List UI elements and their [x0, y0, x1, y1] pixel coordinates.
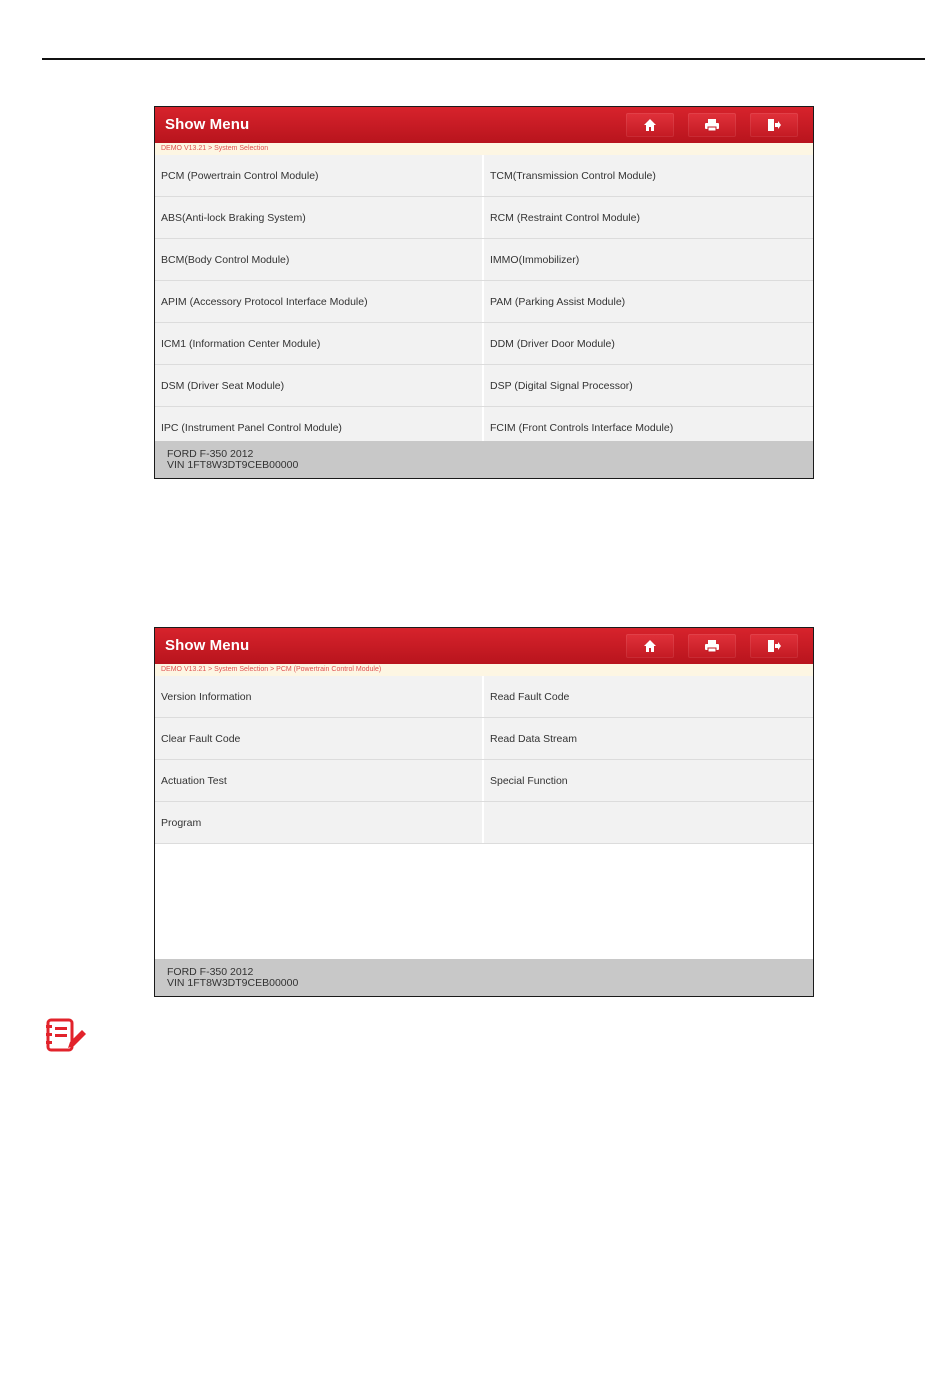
vehicle-model: FORD F-350 2012: [167, 966, 254, 978]
home-icon: [643, 118, 657, 132]
function-grid: [155, 676, 813, 844]
menu-item-fcim[interactable]: FCIM (Front Controls Interface Module): [484, 407, 813, 448]
menu-row: [155, 239, 813, 281]
menu-item-dsp[interactable]: DSP (Digital Signal Processor): [484, 365, 813, 406]
menu-item-ddm[interactable]: DDM (Driver Door Module): [484, 323, 813, 364]
print-icon: [704, 118, 720, 132]
exit-icon: [766, 639, 782, 653]
exit-button[interactable]: [750, 113, 798, 137]
screen-pcm-functions: [154, 627, 814, 997]
home-icon: [643, 639, 657, 653]
vehicle-info-footer: [155, 959, 813, 996]
menu-row: [155, 155, 813, 197]
menu-row: [155, 365, 813, 407]
vehicle-vin: VIN 1FT8W3DT9CEB00000: [167, 459, 299, 471]
menu-item-read-data-stream[interactable]: Read Data Stream: [484, 718, 813, 759]
vehicle-info-footer: [155, 441, 813, 478]
menu-row: [155, 718, 813, 760]
menu-row: [155, 281, 813, 323]
vehicle-vin: VIN 1FT8W3DT9CEB00000: [167, 977, 299, 989]
home-button[interactable]: [626, 634, 674, 658]
note-icon: [46, 1018, 86, 1054]
menu-item-pcm[interactable]: PCM (Powertrain Control Module): [155, 155, 484, 196]
menu-grid: [155, 155, 813, 449]
menu-item-version-information[interactable]: Version Information: [155, 676, 484, 717]
print-icon: [704, 639, 720, 653]
screen-title: Show Menu: [165, 116, 250, 133]
menu-item-bcm[interactable]: BCM(Body Control Module): [155, 239, 484, 280]
menu-item-special-function[interactable]: Special Function: [484, 760, 813, 801]
screen-title: Show Menu: [165, 637, 250, 654]
title-bar: [155, 107, 813, 143]
menu-row: [155, 197, 813, 239]
menu-item-tcm[interactable]: TCM(Transmission Control Module): [484, 155, 813, 196]
menu-item-empty: [484, 802, 813, 843]
menu-item-ipc[interactable]: IPC (Instrument Panel Control Module): [155, 407, 484, 448]
exit-button[interactable]: [750, 634, 798, 658]
exit-icon: [766, 118, 782, 132]
menu-item-abs[interactable]: ABS(Anti-lock Braking System): [155, 197, 484, 238]
menu-item-read-fault-code[interactable]: Read Fault Code: [484, 676, 813, 717]
screen-system-selection: [154, 106, 814, 479]
breadcrumb[interactable]: DEMO V13.21 > System Selection > PCM (Powertrain Control Module): [155, 664, 813, 676]
print-button[interactable]: [688, 634, 736, 658]
menu-item-program[interactable]: Program: [155, 802, 484, 843]
menu-item-actuation-test[interactable]: Actuation Test: [155, 760, 484, 801]
vehicle-model: FORD F-350 2012: [167, 448, 254, 460]
print-button[interactable]: [688, 113, 736, 137]
breadcrumb[interactable]: DEMO V13.21 > System Selection: [155, 143, 813, 155]
title-bar: [155, 628, 813, 664]
menu-row: [155, 323, 813, 365]
menu-item-clear-fault-code[interactable]: Clear Fault Code: [155, 718, 484, 759]
menu-row: [155, 760, 813, 802]
menu-row: [155, 802, 813, 844]
menu-item-apim[interactable]: APIM (Accessory Protocol Interface Module): [155, 281, 484, 322]
menu-item-icm1[interactable]: ICM1 (Information Center Module): [155, 323, 484, 364]
home-button[interactable]: [626, 113, 674, 137]
menu-item-dsm[interactable]: DSM (Driver Seat Module): [155, 365, 484, 406]
page-top-rule: [42, 58, 925, 60]
menu-item-pam[interactable]: PAM (Parking Assist Module): [484, 281, 813, 322]
menu-item-rcm[interactable]: RCM (Restraint Control Module): [484, 197, 813, 238]
menu-item-immo[interactable]: IMMO(Immobilizer): [484, 239, 813, 280]
menu-row: [155, 676, 813, 718]
